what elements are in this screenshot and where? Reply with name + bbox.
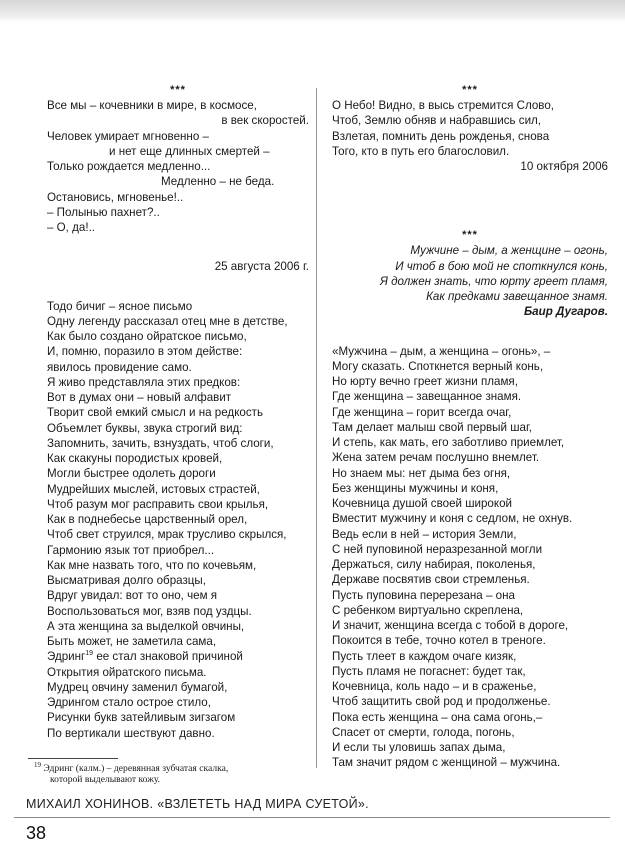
poem-line: Могу сказать. Споткнется верный конь, xyxy=(332,359,544,373)
poem-title: Тодо бичиг – ясное письмо xyxy=(47,299,193,313)
poem-line: Запомнить, зачить, взнуздать, чтоб слоги, xyxy=(47,436,274,450)
edring-word: Эдринг xyxy=(47,650,86,664)
poem-line: «Мужчина – дым, а женщина – огонь», – xyxy=(332,344,551,358)
poem-line: Как скакуны породистых кровей, xyxy=(47,452,223,465)
poem-line: Но юрту вечно греет жизни пламя, xyxy=(332,375,518,388)
poem-line: Покоится в тебе, точно котел в треноге. xyxy=(332,634,546,648)
top-gradient-strip xyxy=(0,0,625,22)
poem-line: Вдруг увидал: вот то оно, чем я xyxy=(47,589,218,603)
footer-rule xyxy=(14,817,610,818)
footnote-number: 19 xyxy=(34,760,41,769)
poem4-stars: *** xyxy=(462,229,478,242)
column-divider xyxy=(316,88,317,768)
poem-line: Остановись, мгновенье!.. xyxy=(47,190,184,204)
poem-line: Только рождается медленно... xyxy=(47,160,211,173)
poem-line: Человек умирает мгновенно – xyxy=(47,129,209,143)
poem-line: И степь, как мать, его заботливо приемлет, xyxy=(332,436,565,449)
poem-line: Быть может, не заметила сама, xyxy=(47,635,217,648)
poem-line: Пусть пуповина перерезана – она xyxy=(332,588,515,602)
epigraph-line: Я должен знать, что юрту греет пламя, xyxy=(379,274,608,288)
poem-line: Но знаем мы: нет дыма без огня, xyxy=(332,466,511,480)
poem-line: Рисунки букв затейливым зигзагом xyxy=(47,711,236,725)
poem-line: Взлетая, помнить день рожденья, снова xyxy=(332,129,550,143)
page-number: 38 xyxy=(26,823,47,843)
poem-line: Там значит рядом с женщиной – мужчина. xyxy=(332,756,561,770)
footnote-text: Эдринг (калм.) – деревянная зубчатая скалка, xyxy=(43,763,229,774)
poem-line: Чтоб защитить свой род и продолженье. xyxy=(332,695,551,709)
poem-line: Пусть тлеет в каждом очаге кизяк, xyxy=(332,649,517,663)
poem-line: Где женщина – горит всегда очаг, xyxy=(332,405,512,419)
poem-line: И, помню, поразило в этом действе: xyxy=(47,345,243,359)
poem-line: И если ты уловишь запах дыма, xyxy=(332,741,506,754)
poem-line: Кочевница душой своей широкой xyxy=(332,497,513,510)
poem-line: Мудрейших мыслей, истовых страстей, xyxy=(47,482,260,496)
poem-line: Чтоб свет струился, мрак трусливо скрылся, xyxy=(47,528,287,542)
left-column xyxy=(47,83,309,741)
poem-line: Мудрец овчину заменил бумагой, xyxy=(47,680,228,694)
poem-line-with-footnote xyxy=(47,649,309,664)
poem-line: Спасет от смерти, голода, погонь, xyxy=(332,725,515,739)
poem-line: По вертикали шествуют давно. xyxy=(47,726,215,740)
poem-line: Вот в думах они – новый алфавит xyxy=(47,391,232,404)
poem-line: Того, кто в путь его благословил. xyxy=(332,144,510,158)
footnote-text-cont: которой выделывают кожу. xyxy=(50,774,161,785)
poem-line: Одну легенду рассказал отец мне в детстве, xyxy=(47,314,288,328)
poem-line: Как в поднебесье царственный орел, xyxy=(47,513,248,526)
poem-line: Воспользоваться мог, взяв под уздцы. xyxy=(47,604,252,618)
poem-line: Высматривая долго образцы, xyxy=(47,574,206,587)
poem-line: С ребенком виртуально скреплена, xyxy=(332,603,524,617)
poem-line: Там делает малыш свой первый шаг, xyxy=(332,420,532,434)
poem-line-rest: ее стал знаковой причиной xyxy=(96,650,243,664)
poem-line: Я живо представляла этих предков: xyxy=(47,375,241,389)
footnote-ref: 19 xyxy=(85,650,94,658)
running-footer: МИХАИЛ ХОНИНОВ. «ВЗЛЕТЕТЬ НАД МИРА СУЕТОЙ». xyxy=(26,797,369,811)
poem-line: и нет еще длинных смертей – xyxy=(109,144,270,158)
epigraph xyxy=(332,243,608,319)
poem-line: Объемлет буквы, звука строгий вид: xyxy=(47,421,243,435)
poem-line: А эта женщина за выделкой овчины, xyxy=(47,619,245,633)
poem-line: Могли быстрее одолеть дороги xyxy=(47,467,216,481)
poem1-stars: *** xyxy=(170,84,186,96)
poem2 xyxy=(47,299,309,741)
epigraph-author: Баир Дугаров. xyxy=(523,305,608,319)
right-column xyxy=(332,83,608,771)
epigraph-line: Мужчине – дым, а женщине – огонь, xyxy=(410,244,608,258)
poem-line: Творит свой емкий смысл и на редкость xyxy=(47,406,263,420)
poem-line: Где женщина – завещанное знамя. xyxy=(332,390,522,404)
poem1 xyxy=(47,98,309,235)
poem-line: Вместит мужчину и коня с седлом, не охнув. xyxy=(332,512,573,526)
poem-line: – Полынью пахнет?.. xyxy=(47,205,160,219)
epigraph-line: И чтоб в бою мой не споткнулся конь, xyxy=(395,259,608,273)
poem-line: И значит, женщина всегда с тобой в дороге, xyxy=(332,619,569,632)
poem-line: Открытия ойратского письма. xyxy=(47,665,207,679)
poem-line: – О, да!.. xyxy=(47,221,96,234)
poem-line: Как мне назвать того, что по кочевьям, xyxy=(47,558,257,572)
poem-line: Гармонию язык тот приобрел... xyxy=(47,543,215,557)
footnote-rule xyxy=(28,758,118,759)
poem-line: в век скоростей. xyxy=(221,114,309,128)
poem-line: Чтоб разум мог расправить свои крылья, xyxy=(47,497,269,511)
poem-line: Ведь если в ней – история Земли, xyxy=(332,527,517,541)
poem-line: Чтоб, Землю обняв и набравшись сил, xyxy=(332,114,542,128)
poem-line: Державе посвятив свои стремленья. xyxy=(332,573,530,587)
poem-line: С ней пуповиной неразрезанной могли xyxy=(332,542,543,556)
poem-line: Кочевница, коль надо – и в сраженье, xyxy=(332,680,537,693)
poem-line: Без женщины мужчины и коня, xyxy=(332,481,499,495)
poem1-date: 25 августа 2006 г. xyxy=(214,260,309,274)
poem-line: Жена затем речам послушно внемлет. xyxy=(332,451,540,465)
poem-line: Все мы – кочевники в мире, в космосе, xyxy=(47,99,257,112)
poem-line: Медленно – не беда. xyxy=(161,175,275,189)
poem-line: Пусть пламя не погаснет: будет так, xyxy=(332,664,526,678)
poem3 xyxy=(332,98,608,159)
poem-line: Держаться, силу набирая, поколенья, xyxy=(332,558,536,571)
poem-line: явилось провидение само. xyxy=(47,360,192,374)
poem-line: Пока есть женщина – она сама огонь,– xyxy=(332,710,543,724)
footnote xyxy=(34,760,299,785)
poem-line: О Небо! Видно, в высь стремится Слово, xyxy=(332,99,554,112)
epigraph-line: Как предками завещанное знамя. xyxy=(426,290,608,303)
poem-line: Эдрингом стало острое стило, xyxy=(47,696,211,709)
poem3-date: 10 октября 2006 xyxy=(520,160,608,173)
poem-line: Как было создано ойратское письмо, xyxy=(47,330,247,343)
poem3-stars: *** xyxy=(462,84,478,96)
poem4 xyxy=(332,344,608,771)
